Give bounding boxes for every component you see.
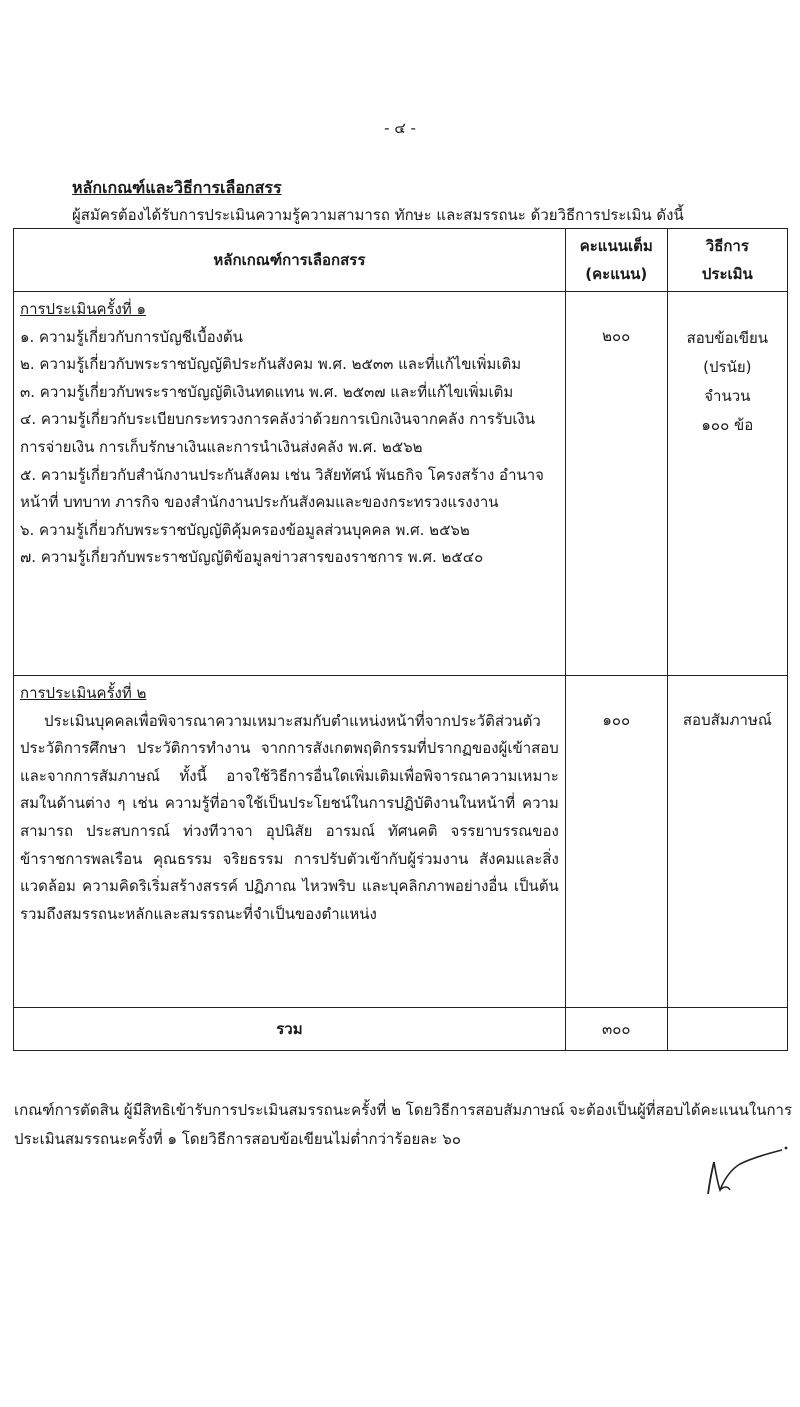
round2-score: ๑๐๐	[565, 676, 667, 1008]
header-method-line2: ประเมิน	[701, 265, 753, 283]
signature-mark	[700, 1140, 792, 1202]
round1-item: ๒. ความรู้เกี่ยวกับพระราชบัญญัติประกันสังคม พ.ศ. ๒๕๓๓ และที่แก้ไขเพิ่มเติม	[20, 355, 522, 374]
table-header-row	[14, 229, 788, 292]
round1-item: ๖. ความรู้เกี่ยวกับพระราชบัญญัติคุ้มครองข้อมูลส่วนบุคคล พ.ศ. ๒๕๖๒	[20, 520, 470, 539]
section-heading: หลักเกณฑ์และวิธีการเลือกสรร	[72, 178, 282, 197]
round1-method-line: (ปรนัย)	[703, 358, 752, 376]
total-method-empty	[667, 1008, 787, 1051]
round1-item: ๕. ความรู้เกี่ยวกับสำนักงานประกันสังคม เช่น วิสัยทัศน์ พันธกิจ โครงสร้าง อำนาจหน้าที่ บทบาท ภารกิจ ของสำนักงานประกันสังคมและของกระทรวงแรงงาน	[20, 465, 544, 512]
header-score	[565, 229, 667, 292]
round1-item: ๔. ความรู้เกี่ยวกับระเบียบกระทรวงการคลังว่าด้วยการเบิกเงินจากคลัง การรับเงิน การจ่ายเงิน การเก็บรักษาเงินและการนำเงินส่งคลัง พ.ศ. ๒๕๖๒	[20, 410, 536, 456]
round1-heading: การประเมินครั้งที่ ๑	[20, 300, 147, 318]
intro-text: ผู้สมัครต้องได้รับการประเมินความรู้ความสามารถ ทักษะ และสมรรถนะ ด้วยวิธีการประเมิน ดังนี้	[72, 206, 684, 224]
total-row	[14, 1008, 788, 1051]
round2-criteria-cell	[14, 676, 566, 1008]
round2-heading: การประเมินครั้งที่ ๒	[20, 684, 147, 702]
decision-criteria: เกณฑ์การตัดสิน ผู้มีสิทธิเข้ารับการประเมินสมรรถนะครั้งที่ ๒ โดยวิธีการสอบสัมภาษณ์ จะต้องเป็นผู้ที่สอบได้คะแนนในการประเมินสมรรถนะครั้งที่ ๑ โดยวิธีการสอบข้อเขียนไม่ต่ำกว่าร้อยละ ๖๐	[14, 1101, 793, 1148]
header-method-line1: วิธีการ	[705, 237, 749, 255]
round1-method-line: จำนวน	[704, 387, 751, 405]
round2-paragraph: ประเมินบุคคลเพื่อพิจารณาความเหมาะสมกับตำแหน่งหน้าที่จากประวัติส่วนตัว ประวัติการศึกษา ประวัติการทำงาน จากการสังเกตพฤติกรรมที่ปรากฏของผู้เข้าสอบและจากการสัมภาษณ์ ทั้งนี้ อาจใช้วิธีการอื่นใดเพิ่มเติมเพื่อพิจารณาความเหมาะสมในด้านต่าง ๆ เช่น ความรู้ที่อาจใช้เป็นประโยชน์ในการปฏิบัติงานในหน้าที่ ความสามารถ ประสบการณ์ ท่วงทีวาจา อุปนิสัย อารมณ์ ทัศนคติ จรรยาบรรณของข้าราชการพลเรือน คุณธรรม จริยธรรม การปรับตัวเข้ากับผู้ร่วมงาน สังคมและสิ่งแวดล้อม ความคิดริเริ่มสร้างสรรค์ ปฏิภาณ ไหวพริบ และบุคลิกภาพอย่างอื่น เป็นต้น รวมถึงสมรรถนะหลักและสมรรถนะที่จำเป็นของตำแหน่ง	[20, 711, 559, 923]
header-method	[667, 229, 787, 292]
round1-item: ๗. ความรู้เกี่ยวกับพระราชบัญญัติข้อมูลข่าวสารของราชการ พ.ศ. ๒๕๔๐	[20, 548, 484, 567]
round1-item: ๓. ความรู้เกี่ยวกับพระราชบัญญัติเงินทดแทน พ.ศ. ๒๕๓๗ และที่แก้ไขเพิ่มเติม	[20, 382, 514, 401]
round1-criteria-cell	[14, 292, 566, 676]
header-score-line1: คะแนนเต็ม	[579, 237, 653, 255]
criteria-table	[13, 228, 788, 1051]
round1-row	[14, 292, 788, 676]
round1-score: ๒๐๐	[565, 292, 667, 676]
header-criteria: หลักเกณฑ์การเลือกสรร	[14, 229, 566, 292]
round1-method-line: สอบข้อเขียน	[686, 329, 769, 347]
round2-method: สอบสัมภาษณ์	[667, 676, 787, 1008]
page-number: - ๔ -	[384, 119, 416, 137]
round1-method-line: ๑๐๐ ข้อ	[701, 416, 754, 434]
round1-method	[667, 292, 787, 676]
total-label: รวม	[14, 1008, 566, 1051]
total-value: ๓๐๐	[565, 1008, 667, 1051]
header-score-line2: (คะแนน)	[585, 265, 648, 283]
round2-row	[14, 676, 788, 1008]
round1-item: ๑. ความรู้เกี่ยวกับการบัญชีเบื้องต้น	[20, 327, 243, 346]
